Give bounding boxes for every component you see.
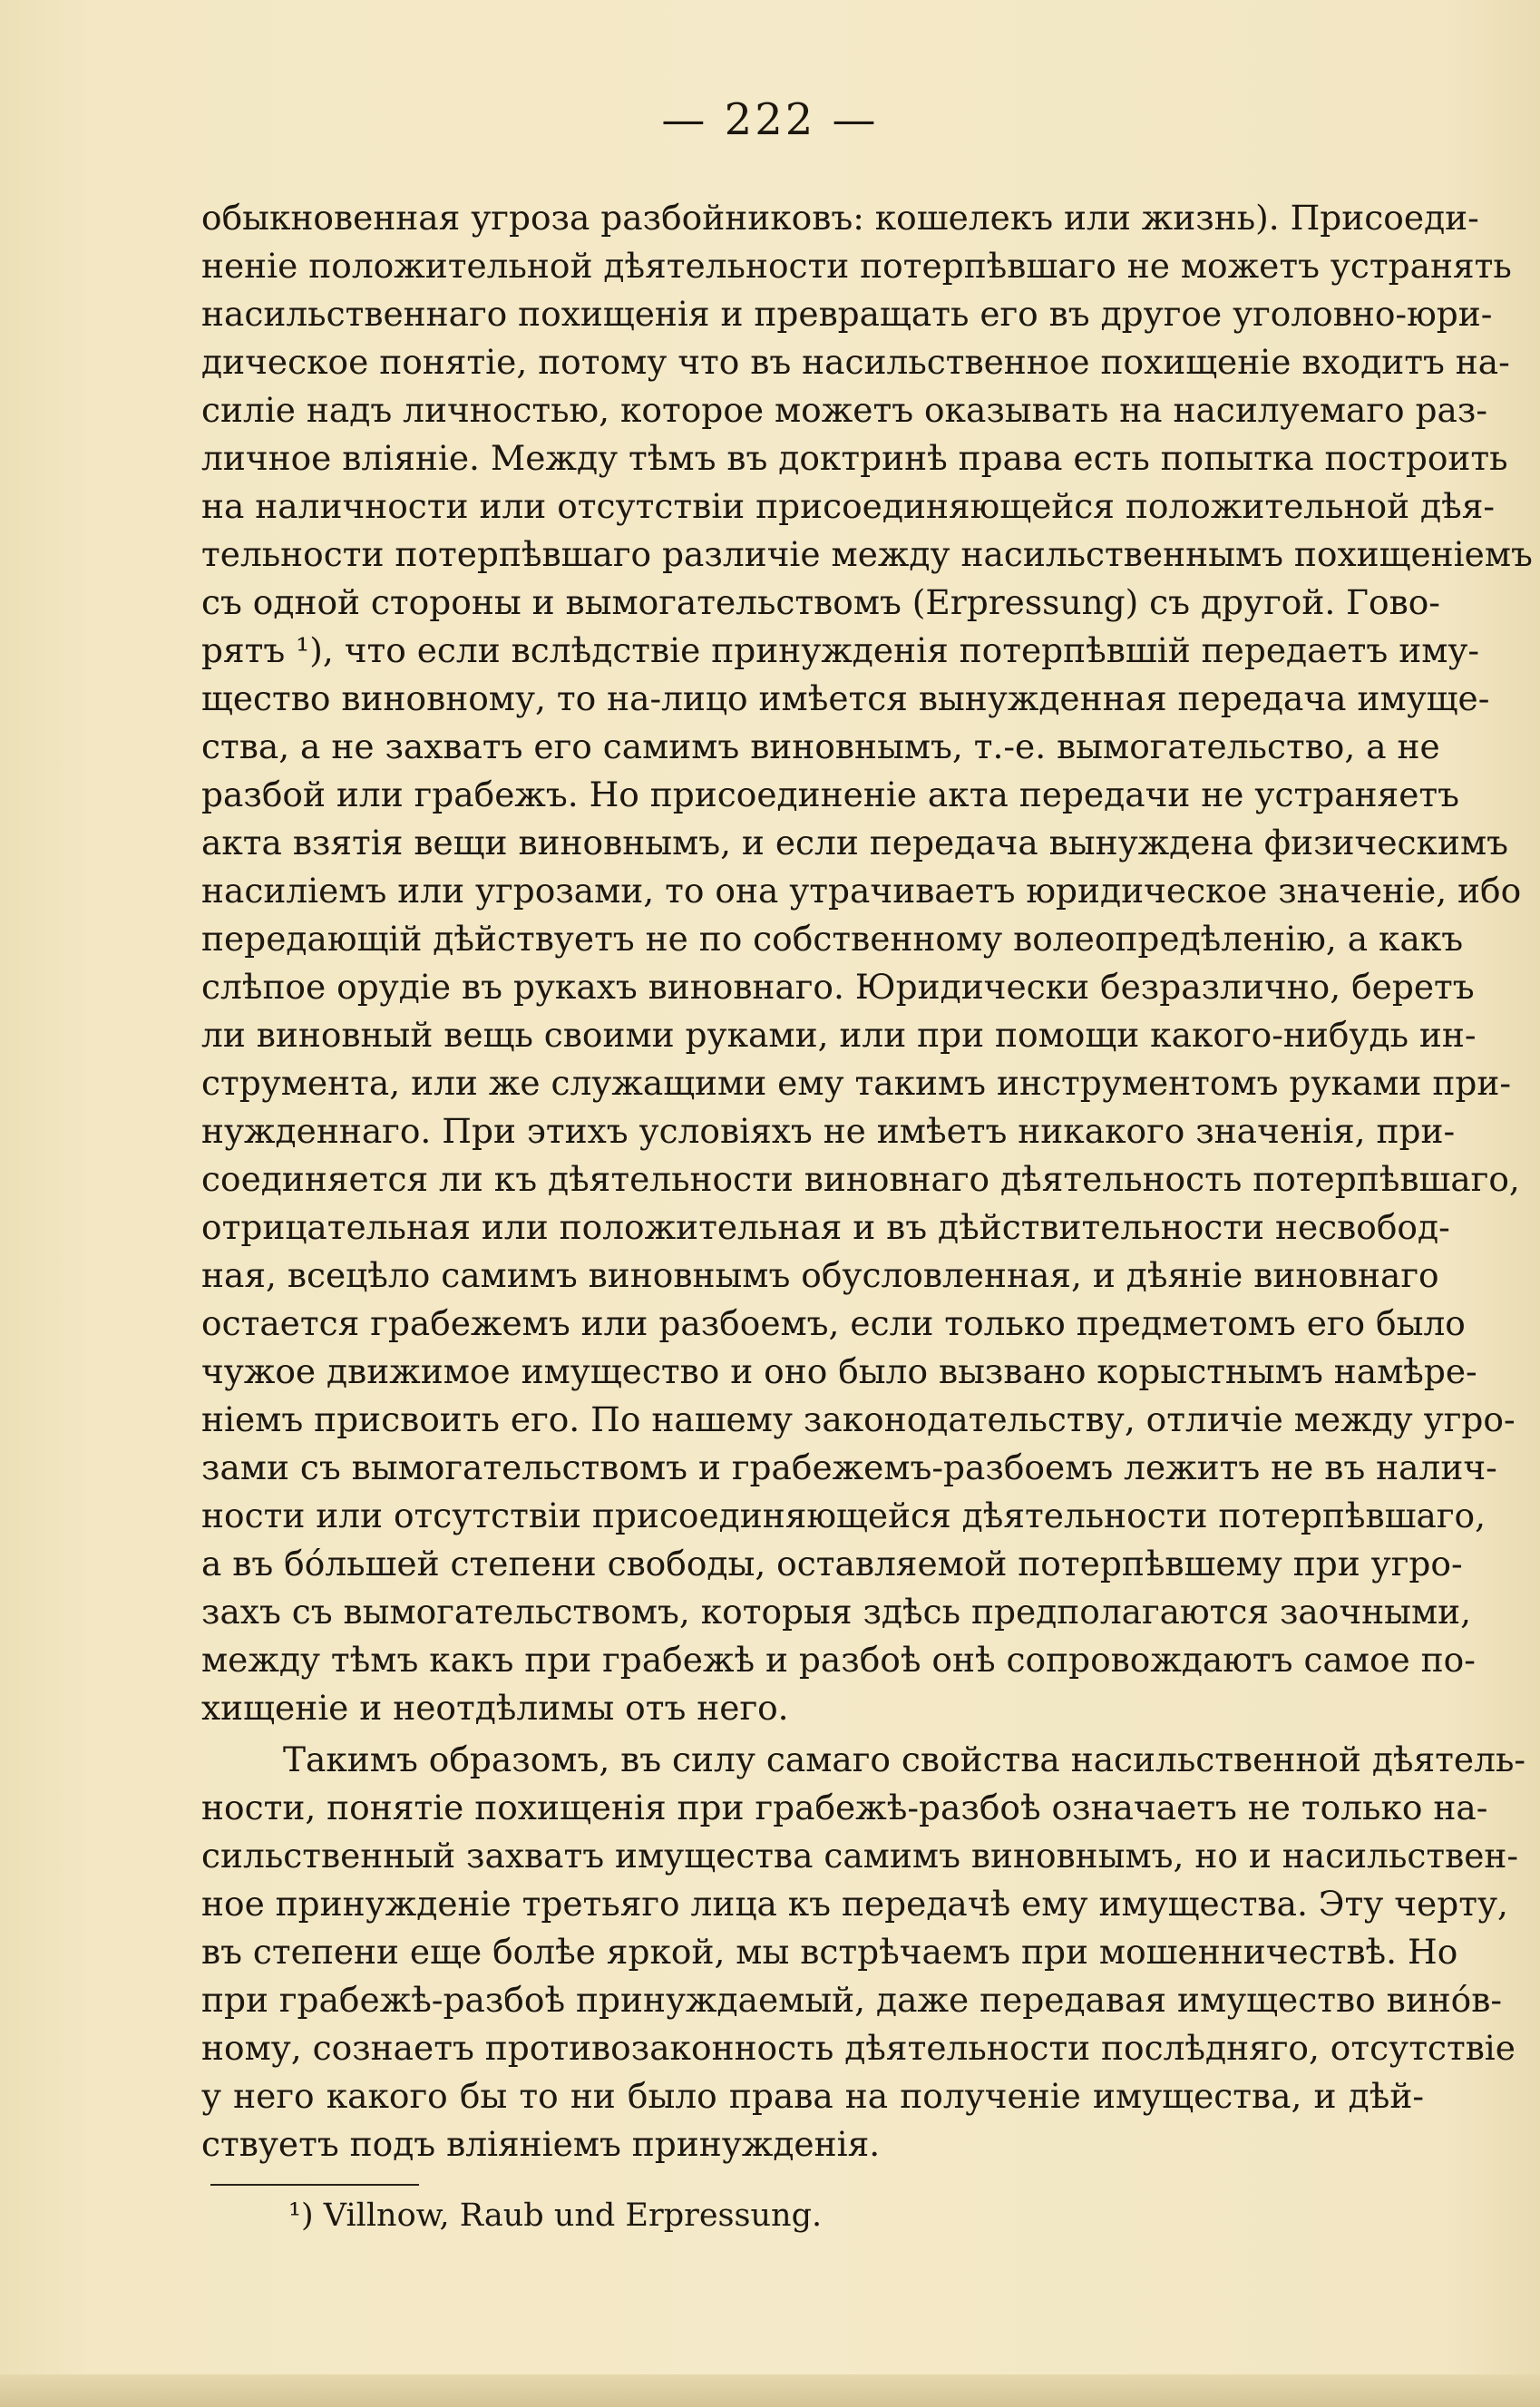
text-line: хищеніе и неотдѣлимы отъ него. <box>201 1688 789 1728</box>
text-line: неніе положительной дѣятельности потерпѣвшаго не можетъ устранять <box>201 246 1512 286</box>
text-line: разбой или грабежъ. Но присоединеніе акта передачи не устраняетъ <box>201 775 1460 814</box>
text-line: при грабежѣ-разбоѣ принуждаемый, даже передавая имущество вино́в- <box>201 1980 1503 2020</box>
text-line: рятъ ¹), что если вслѣдствіе принужденія потерпѣвшій передаетъ иму- <box>201 630 1480 670</box>
text-line: съ одной стороны и вымогательствомъ (Erpressung) съ другой. Гово- <box>201 582 1440 622</box>
text-line: ное принужденіе третьяго лица къ передачѣ ему имущества. Эту черту, <box>201 1884 1508 1924</box>
text-line: передающій дѣйствуетъ не по собственному волеопредѣленію, а какъ <box>201 919 1464 959</box>
text-line: ному, сознаетъ противозаконность дѣятельности послѣдняго, отсутствіе <box>201 2028 1516 2068</box>
text-line: струмента, или же служащими ему такимъ инструментомъ руками при- <box>201 1063 1512 1103</box>
text-line: у него какого бы то ни было права на полученіе имущества, и дѣй- <box>201 2076 1424 2116</box>
text-line: ности, понятіе похищенія при грабежѣ-разбоѣ означаетъ не только на- <box>201 1788 1488 1827</box>
text-line: акта взятія вещи виновнымъ, и если передача вынуждена физическимъ <box>201 823 1508 862</box>
text-line: нужденнаго. При этихъ условіяхъ не имѣетъ никакого значенія, при- <box>201 1111 1456 1151</box>
text-line: остается грабежемъ или разбоемъ, если только предметомъ его было <box>201 1303 1466 1343</box>
text-line: сильственный захватъ имущества самимъ виновнымъ, но и насильствен- <box>201 1836 1519 1876</box>
text-line: зами съ вымогательствомъ и грабежемъ-разбоемъ лежитъ не въ налич- <box>201 1447 1497 1487</box>
text-line: въ степени еще болѣе яркой, мы встрѣчаемъ при мошенничествѣ. Но <box>201 1932 1458 1972</box>
text-line: насиліемъ или угрозами, то она утрачиваетъ юридическое значеніе, ибо <box>201 871 1522 911</box>
text-line: чужое движимое имущество и оно было вызвано корыстнымъ намѣре- <box>201 1351 1477 1391</box>
footnote: ¹) Villnow, Raub und Erpressung. <box>288 2197 823 2234</box>
text-line: отрицательная или положительная и въ дѣйствительности несвобод- <box>201 1207 1450 1247</box>
text-line: ніемъ присвоить его. По нашему законодательству, отличіе между угро- <box>201 1399 1516 1439</box>
text-line: дическое понятіе, потому что въ насильственное похищеніе входитъ на- <box>201 342 1510 382</box>
text-line: на наличности или отсутствіи присоединяющейся положительной дѣя- <box>201 486 1496 526</box>
page-number: — 222 — <box>661 94 879 145</box>
page-bottom-edge <box>0 2374 1540 2407</box>
paragraph-1 <box>201 194 1533 1732</box>
text-line: ствуетъ подъ вліяніемъ принужденія. <box>201 2124 881 2164</box>
text-line: слѣпое орудіе въ рукахъ виновнаго. Юридически безразлично, беретъ <box>201 967 1475 1007</box>
text-line: ная, всецѣло самимъ виновнымъ обусловленная, и дѣяніе виновнаго <box>201 1255 1439 1295</box>
text-line: захъ съ вымогательствомъ, которыя здѣсь предполагаются заочными, <box>201 1592 1472 1632</box>
text-line: ства, а не захватъ его самимъ виновнымъ, т.-е. вымогательство, а не <box>201 726 1440 766</box>
text-line: а въ бо́льшей степени свободы, оставляемой потерпѣвшему при угро- <box>201 1544 1463 1584</box>
text-line: Такимъ образомъ, въ силу самаго свойства насильственной дѣятель- <box>283 1739 1526 1779</box>
text-line: ности или отсутствіи присоединяющейся дѣятельности потерпѣвшаго, <box>201 1496 1486 1535</box>
text-line: между тѣмъ какъ при грабежѣ и разбоѣ онѣ сопровождаютъ самое по- <box>201 1640 1476 1680</box>
text-line: обыкновенная угроза разбойниковъ: кошелекъ или жизнь). Присоеди- <box>201 198 1479 238</box>
text-line: щество виновному, то на-лицо имѣется вынужденная передача имуще- <box>201 678 1490 718</box>
text-line: соединяется ли къ дѣятельности виновнаго дѣятельность потерпѣвшаго, <box>201 1159 1520 1199</box>
paragraph-2 <box>201 1736 1526 2168</box>
text-line: насильственнаго похищенія и превращать его въ другое уголовно-юри- <box>201 294 1493 334</box>
text-line: личное вліяніе. Между тѣмъ въ доктринѣ права есть попытка построить <box>201 438 1508 478</box>
text-line: тельности потерпѣвшаго различіе между насильственнымъ похищеніемъ <box>201 534 1533 574</box>
text-line: ли виновный вещь своими руками, или при помощи какого-нибудь ин- <box>201 1015 1477 1055</box>
text-line: силіе надъ личностью, которое можетъ оказывать на насилуемаго раз- <box>201 390 1488 430</box>
footnote-divider <box>210 2184 419 2186</box>
